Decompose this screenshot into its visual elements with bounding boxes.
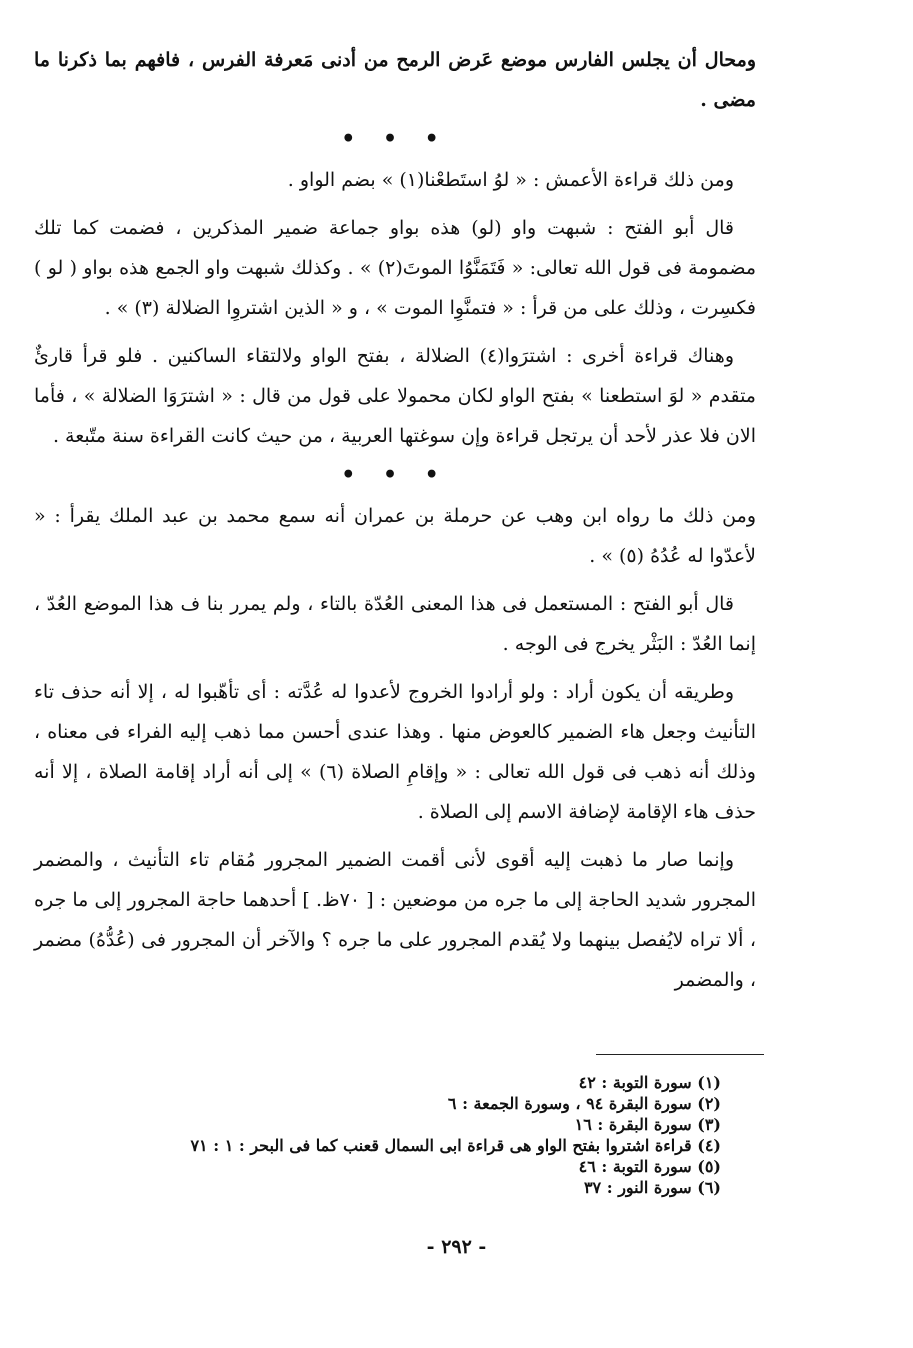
footnote-item: (٣) سورة البقرة : ١٦ [574, 1115, 721, 1134]
section-separator: • • • [341, 462, 449, 488]
footnote-item: (١) سورة التوبة : ٤٢ [578, 1073, 721, 1092]
paragraph-argument: وإنما صار ما ذهبت إليه أقوى لأنى أقمت الضمير المجرور مُقام تاء التأنيث ، والمضمر المجرور شديد الحاجة إلى ما جره من موضعين : [ ٧٠ظ. ] أحدهما حاجة المجرور إلى ما جره ، ألا تراه لايُفصل بينهما ولا يُقدم المجرور على ما جره ؟ والآخر أن المجرور فى (عُدُّهُ) مضمر ، والمضمر [34, 849, 756, 991]
page-body [34, 40, 756, 1008]
footnote-item: (٤) قراءة اشتروا بفتح الواو هى قراءة ابى السمال قعنب كما فى البحر : ١ : ٧١ [190, 1136, 721, 1155]
paragraph-interpretation: وطريقه أن يكون أراد : ولو أرادوا الخروج لأعدوا له عُدَّته : أى تأهّبوا له ، إلا أنه حذف تاء التأنيث وجعل هاء الضمير كالعوض منها . وهذا عندى أحسن مما ذهب إليه الفراء فى معناه ، وذلك أنه ذهب فى قول الله تعالى : « وإقامِ الصلاة (٦) » إلى أنه أراد إقامة الصلاة ، إلا أنه حذف هاء الإقامة لإضافة الاسم إلى الصلاة . [34, 681, 756, 823]
section-separator: • • • [341, 126, 449, 152]
footnote-item: (٢) سورة البقرة ٩٤ ، وسورة الجمعة : ٦ [447, 1094, 721, 1113]
footnote-item: (٦) سورة النور : ٣٧ [583, 1178, 721, 1197]
paragraph-ibn-wahb: ومن ذلك ما رواه ابن وهب عن حرملة بن عمران أنه سمع محمد بن عبد الملك يقرأ : « لأعدّوا له عُدُهُ (٥) » . [34, 505, 756, 567]
footnote-divider [596, 1054, 764, 1055]
footnotes [81, 1072, 721, 1198]
paragraph-another-reading: وهناك قراءة أخرى : اشترَوا(٤) الضلالة ، بفتح الواو ولالتقاء الساكنين . فلو قرأ قارئٌ متقدم « لوَ استطعنا » بفتح الواو لكان محمولا على قول من قال : « اشترَوَا الضلالة » ، فأما الان فلا عذر لأحد أن يرتجل قراءة وإن سوغتها العربية ، من حيث كانت القراءة سنة متّبعة . [34, 345, 756, 447]
page-number: - ٢٩٢ - [426, 1236, 487, 1258]
paragraph-abu-alfath-1: قال أبو الفتح : شبهت واو (لو) هذه بواو جماعة ضمير المذكرين ، فضمت كما تلك مضمومة فى قول الله تعالى: « فَتَمَنَّوُا الموتَ(٢) » . وكذلك شبهت واو الجمع هذه بواو ( لو ) فكسِرت ، وذلك على من قرأ : « فتمنَّوِا الموت » ، و « الذين اشتروِا الضلالة (٣) » . [34, 217, 756, 319]
paragraph-abu-alfath-2: قال أبو الفتح : المستعمل فى هذا المعنى العُدّة بالتاء ، ولم يمرر بنا ف هذا الموضع العُدّ ، إنما العُدّ : البَثْر يخرج فى الوجه . [34, 593, 756, 655]
footnote-item: (٥) سورة التوبة : ٤٦ [578, 1157, 721, 1176]
paragraph-opening: ومحال أن يجلس الفارس موضع عَرض الرمح من أدنى مَعرفة الفرس ، فافهم بما ذكرنا ما مضى . [34, 49, 756, 111]
paragraph-reading-aamash: ومن ذلك قراءة الأعمش : « لوُ استَطعْنا(١) » بضم الواو . [287, 169, 734, 191]
